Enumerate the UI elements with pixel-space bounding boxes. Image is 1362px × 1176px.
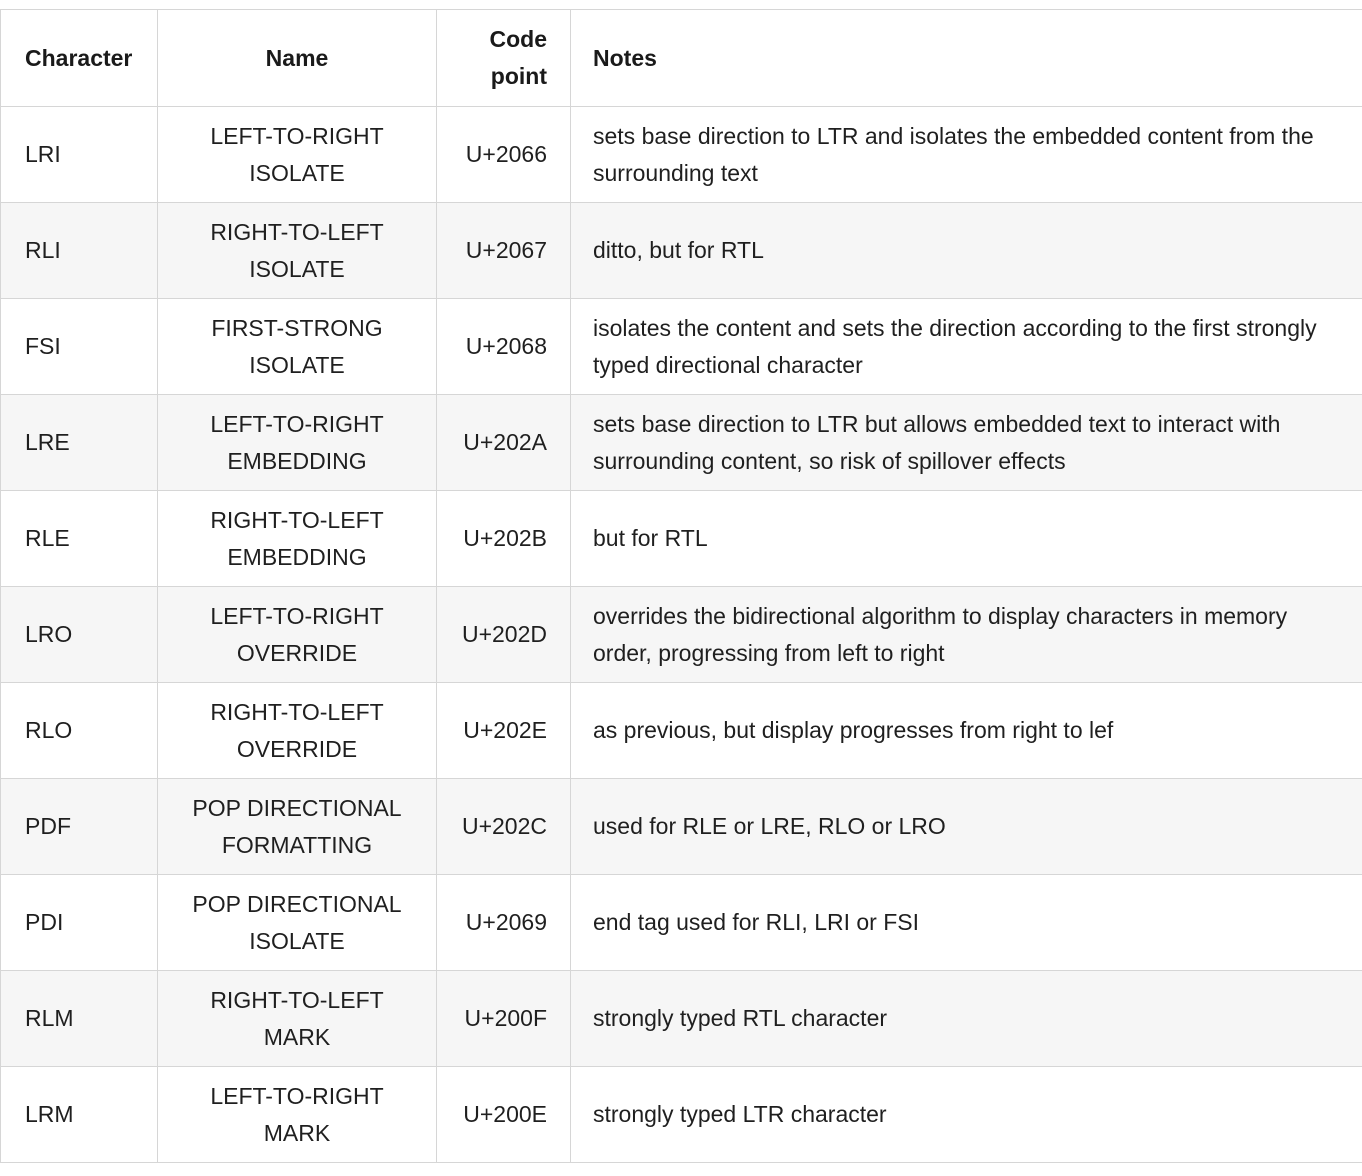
name-line-1: LEFT-TO-RIGHT (210, 122, 384, 149)
notes-cell: as previous, but display progresses from right to lef (571, 683, 1362, 779)
table-row (1, 395, 1362, 491)
character-cell: LRM (1, 1067, 158, 1163)
table-row (1, 779, 1362, 875)
name-cell (158, 395, 437, 491)
header-character: Character (1, 10, 158, 107)
name-cell (158, 491, 437, 587)
character-cell: RLO (1, 683, 158, 779)
name-cell (158, 779, 437, 875)
name-line-2: MARK (263, 1023, 331, 1050)
name-line-1: RIGHT-TO-LEFT (210, 698, 384, 725)
table-row (1, 299, 1362, 395)
notes-cell: strongly typed LTR character (571, 1067, 1362, 1163)
table-row (1, 683, 1362, 779)
name-line-2: ISOLATE (249, 351, 345, 378)
name-line-2: MARK (263, 1119, 331, 1146)
notes-cell: but for RTL (571, 491, 1362, 587)
code-point-cell: U+2066 (437, 107, 571, 203)
name-cell (158, 203, 437, 299)
table-row (1, 491, 1362, 587)
bidi-characters-table (0, 9, 1362, 1163)
header-row (1, 10, 1362, 107)
character-cell: PDI (1, 875, 158, 971)
name-line-2: OVERRIDE (236, 639, 358, 666)
name-line-1: LEFT-TO-RIGHT (210, 602, 384, 629)
character-cell: RLE (1, 491, 158, 587)
table-row (1, 203, 1362, 299)
character-cell: LRI (1, 107, 158, 203)
header-notes: Notes (571, 10, 1362, 107)
name-line-1: RIGHT-TO-LEFT (210, 506, 384, 533)
notes-cell: overrides the bidirectional algorithm to display characters in memory order, progressing from left to right (571, 587, 1362, 683)
table-row (1, 587, 1362, 683)
name-cell (158, 875, 437, 971)
header-name: Name (158, 10, 437, 107)
code-point-cell: U+2068 (437, 299, 571, 395)
character-cell: LRE (1, 395, 158, 491)
name-cell (158, 971, 437, 1067)
code-point-cell: U+200E (437, 1067, 571, 1163)
name-line-2: EMBEDDING (227, 447, 367, 474)
name-line-1: LEFT-TO-RIGHT (210, 410, 384, 437)
code-point-cell: U+202C (437, 779, 571, 875)
table-row (1, 107, 1362, 203)
table-row (1, 1067, 1362, 1163)
header-code-point (437, 10, 571, 107)
name-line-2: OVERRIDE (236, 735, 358, 762)
notes-cell: isolates the content and sets the direction according to the first strongly typed directional character (571, 299, 1362, 395)
name-line-1: POP DIRECTIONAL (192, 794, 402, 821)
name-line-1: RIGHT-TO-LEFT (210, 218, 384, 245)
notes-cell: ditto, but for RTL (571, 203, 1362, 299)
bidi-characters-table-container (0, 9, 1362, 1163)
notes-cell: sets base direction to LTR but allows embedded text to interact with surrounding content, so risk of spillover effects (571, 395, 1362, 491)
code-point-cell: U+2069 (437, 875, 571, 971)
name-line-1: LEFT-TO-RIGHT (210, 1082, 384, 1109)
name-line-1: FIRST-STRONG (211, 314, 383, 341)
character-cell: RLI (1, 203, 158, 299)
name-line-2: EMBEDDING (227, 543, 367, 570)
notes-cell: used for RLE or LRE, RLO or LRO (571, 779, 1362, 875)
header-code-point-line1: Code (489, 26, 547, 52)
code-point-cell: U+202B (437, 491, 571, 587)
table-row (1, 971, 1362, 1067)
code-point-cell: U+200F (437, 971, 571, 1067)
name-line-2: ISOLATE (249, 255, 345, 282)
name-cell (158, 587, 437, 683)
character-cell: PDF (1, 779, 158, 875)
header-code-point-line2: point (490, 63, 547, 89)
name-cell (158, 683, 437, 779)
table-body (1, 107, 1362, 1163)
notes-cell: end tag used for RLI, LRI or FSI (571, 875, 1362, 971)
name-line-2: FORMATTING (221, 831, 373, 858)
name-cell (158, 1067, 437, 1163)
character-cell: FSI (1, 299, 158, 395)
name-line-1: POP DIRECTIONAL (192, 890, 402, 917)
notes-cell: strongly typed RTL character (571, 971, 1362, 1067)
name-line-2: ISOLATE (249, 927, 345, 954)
name-line-1: RIGHT-TO-LEFT (210, 986, 384, 1013)
character-cell: LRO (1, 587, 158, 683)
code-point-cell: U+202E (437, 683, 571, 779)
table-header (1, 10, 1362, 107)
character-cell: RLM (1, 971, 158, 1067)
code-point-cell: U+202D (437, 587, 571, 683)
name-cell (158, 107, 437, 203)
name-cell (158, 299, 437, 395)
notes-cell: sets base direction to LTR and isolates the embedded content from the surrounding text (571, 107, 1362, 203)
code-point-cell: U+202A (437, 395, 571, 491)
table-row (1, 875, 1362, 971)
code-point-cell: U+2067 (437, 203, 571, 299)
name-line-2: ISOLATE (249, 159, 345, 186)
